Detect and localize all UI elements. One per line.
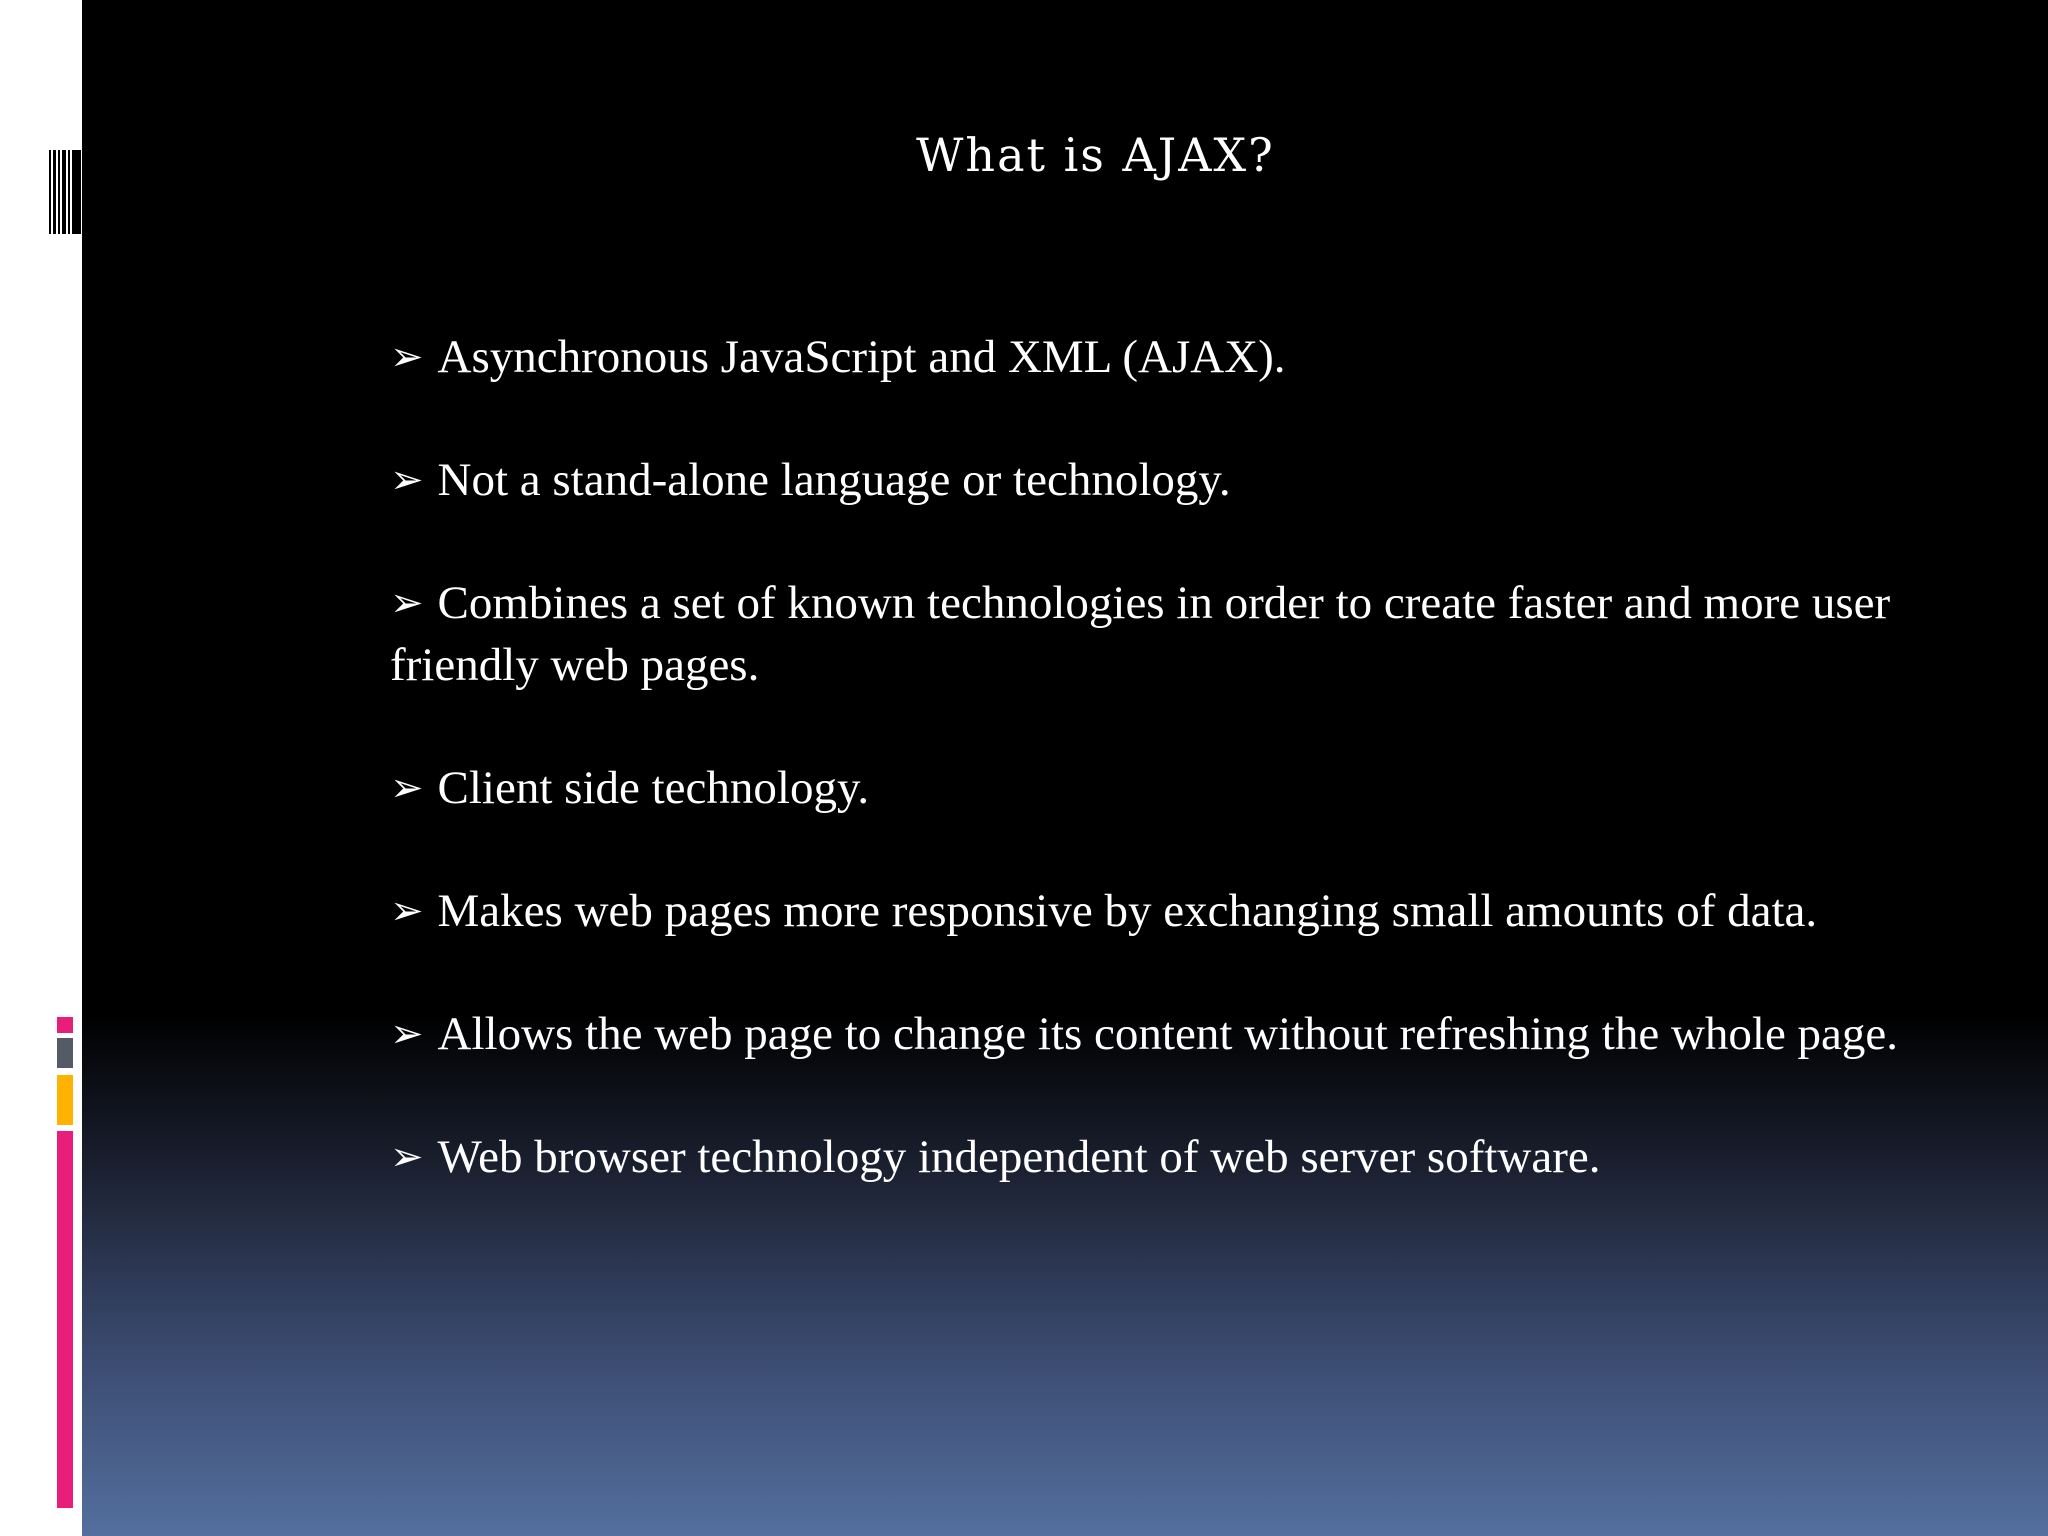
bullet-text: Asynchronous JavaScript and XML (AJAX). (437, 331, 1286, 383)
accent-block-pink-tall (57, 1131, 73, 1508)
bullet-item (390, 449, 1930, 511)
bullet-text: Web browser technology independent of web server software. (437, 1131, 1601, 1183)
bullet-item (390, 1126, 1930, 1188)
bullet-list (390, 326, 1930, 1249)
arrow-bullet-icon: ➢ (390, 765, 424, 811)
arrow-bullet-icon: ➢ (390, 580, 424, 626)
left-margin (0, 0, 82, 1536)
arrow-bullet-icon: ➢ (390, 457, 424, 503)
accent-block-gray (57, 1038, 73, 1068)
arrow-bullet-icon: ➢ (390, 888, 424, 934)
bullet-item (390, 1003, 1930, 1065)
accent-block-pink-small (57, 1017, 73, 1033)
bullet-item (390, 880, 1930, 942)
arrow-bullet-icon: ➢ (390, 334, 424, 380)
bullet-text: Allows the web page to change its content without refreshing the whole page. (437, 1008, 1899, 1060)
arrow-bullet-icon: ➢ (390, 1011, 424, 1057)
bullet-item (390, 326, 1930, 388)
barcode-decoration (49, 150, 81, 234)
arrow-bullet-icon: ➢ (390, 1134, 424, 1180)
content-panel (82, 0, 2048, 1536)
bullet-text: Makes web pages more responsive by exchanging small amounts of data. (437, 885, 1818, 937)
accent-block-gold (57, 1075, 73, 1125)
bullet-text: Combines a set of known technologies in order to create faster and more user friendly web pages. (390, 577, 1891, 691)
bullet-item (390, 572, 1930, 696)
slide-title: What is AJAX? (916, 128, 1275, 182)
bullet-text: Client side technology. (437, 762, 870, 814)
bullet-text: Not a stand-alone language or technology. (437, 454, 1231, 506)
bullet-item (390, 757, 1930, 819)
